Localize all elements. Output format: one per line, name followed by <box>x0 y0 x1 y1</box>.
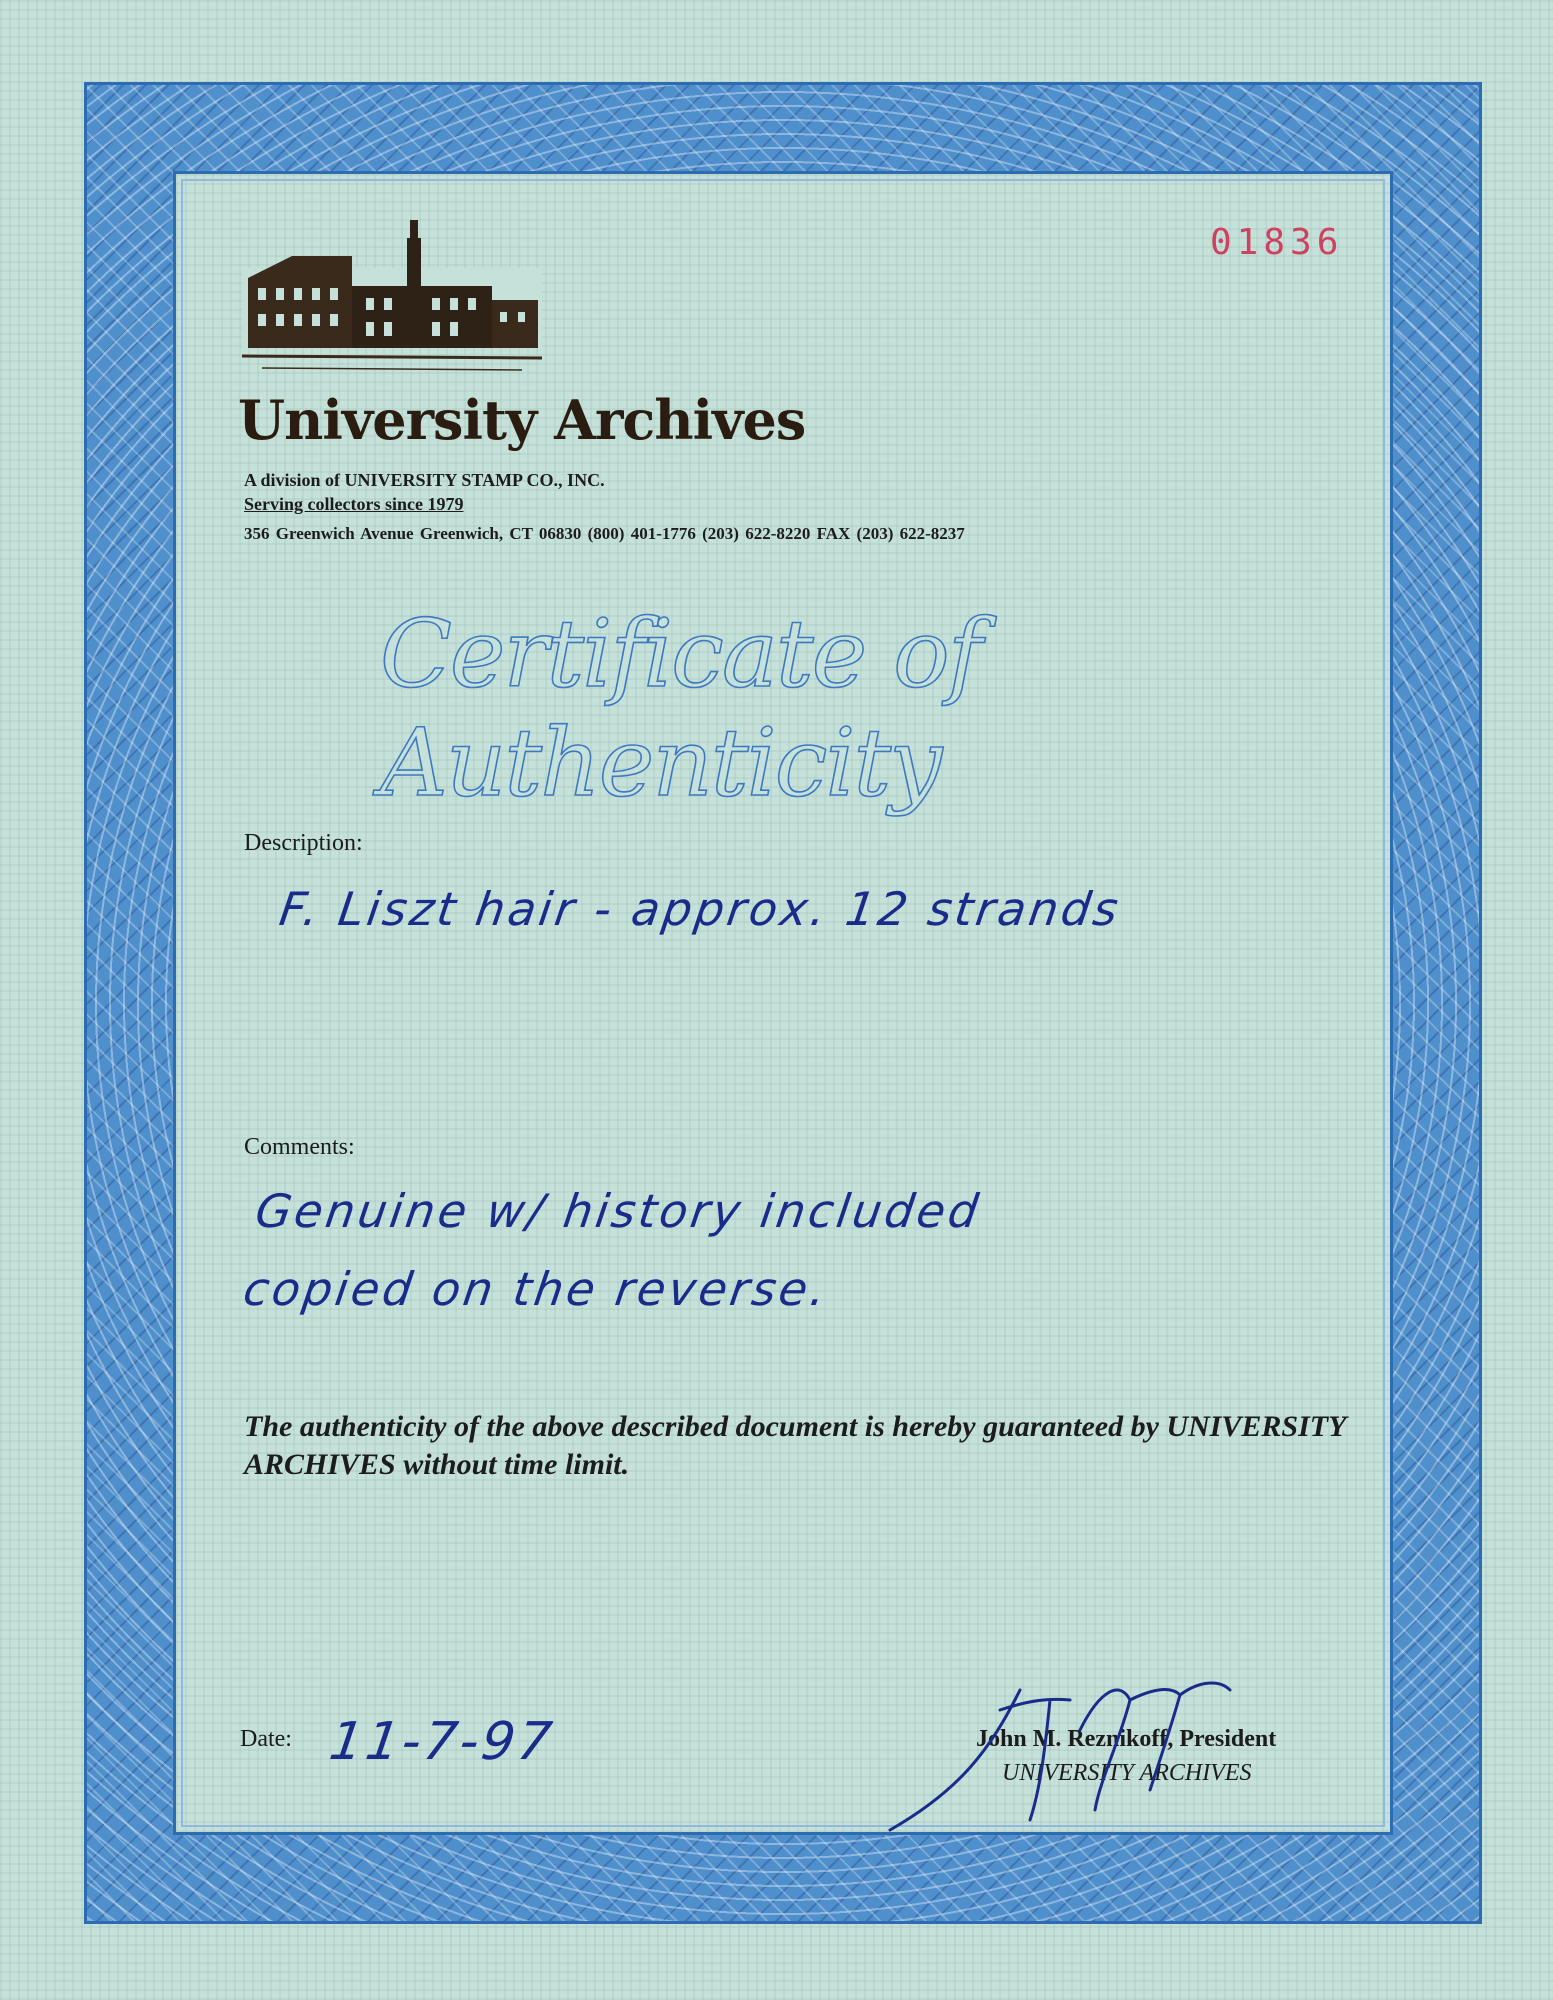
comments-line-1: Genuine w/ history included <box>252 1184 985 1238</box>
guarantee-statement: The authenticity of the above described document is hereby guaranteed by UNIVERSITY ARCHIVES without time limit. <box>244 1410 1346 1481</box>
comments-line-2: copied on the reverse. <box>240 1262 832 1316</box>
company-division: A division of UNIVERSITY STAMP CO., INC. <box>244 470 605 490</box>
signer-name: John M. Reznikoff, President <box>976 1726 1277 1752</box>
certificate-title: Certificate of Authenticity <box>380 600 981 818</box>
description-label: Description: <box>244 830 363 856</box>
company-name: University Archives <box>238 388 806 452</box>
company-tagline: Serving collectors since 1979 <box>244 494 464 514</box>
date-value: 11-7-97 <box>325 1712 559 1772</box>
building-logo-icon <box>242 218 542 378</box>
comments-label: Comments: <box>244 1134 355 1160</box>
company-address: 356 Greenwich Avenue Greenwich, CT 06830 (800) 401-1776 (203) 622-8220 FAX (203) 622-8237 <box>244 524 965 543</box>
signer-organization: UNIVERSITY ARCHIVES <box>1002 1760 1252 1786</box>
date-label: Date: <box>240 1726 292 1752</box>
serial-number: 01836 <box>1210 222 1344 263</box>
signature-icon <box>880 1670 1240 1840</box>
description-value: F. Liszt hair - approx. 12 strands <box>276 882 1125 936</box>
